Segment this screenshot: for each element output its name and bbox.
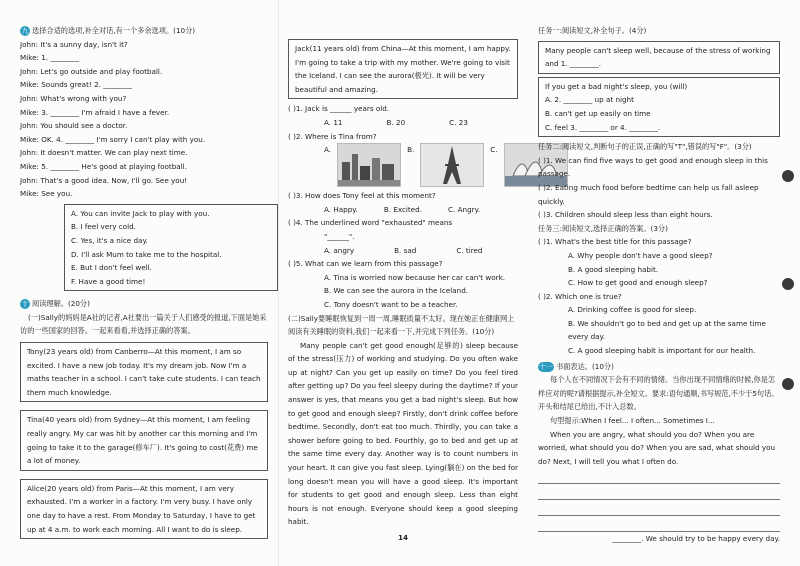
option-item: E. But I don't feel well. <box>71 263 152 273</box>
binding-hole-1 <box>782 170 794 182</box>
tina-box: Tina(40 years old) from Sydney—At this moment, I am feeling really angry. My car was hit by another car this morning and I'm going to take it to the garage(修车厂). It's going to cost(花费) me a lot of money. <box>20 410 268 470</box>
dialogue-line: Mike: 1. ________ <box>20 53 80 63</box>
sleep-passage: Many people can't get good enough(足够的) sleep because of the stress(压力) of working and studying. Do you often wake up at night? Can you get up easily on time? Do you feel tired after getting up? Do you feel sleepy during the daytime? If your answer is yes, that means you get a bad night's sleep. But how to get good and enough sleep? Firstly, don't drink coffee before bedtime. Secondly, don't eat too much. Thirdly, you can take a shower before going to bed. Fourthly, go to bed and get up at the same time every day. Another way is to count numbers in your heart. It can give you fast sleep. Lying(躺在) on the bed for long doesn't mean you will have a good sleep. It's important for students to get good and enough sleep. Less than eight hours is not enough. Everyone should keep a good sleeping habit. <box>288 340 518 527</box>
question-5: ( )5. What can we learn from this passage? <box>288 259 443 269</box>
task-1-box-2: If you get a bad night's sleep, you (will) A. 2. ________ up at night B. can't get up easily on time C. feel 3. ________ or 4. ________. <box>538 77 780 137</box>
binding-hole-2 <box>782 278 794 290</box>
option-item: B. I feel very cold. <box>71 222 136 232</box>
task-3-q1-c: C. How to get good and enough sleep? <box>568 278 708 288</box>
section-11-badge: 十一 <box>539 362 553 371</box>
task-1-box-1: Many people can't sleep well, because of the stress of working and 1. ________. <box>538 41 780 74</box>
task-2-item-2: ( )2. Eating much food before bedtime can help us fall asleep quickly. <box>538 182 759 206</box>
answer-line-1[interactable] <box>538 468 780 484</box>
alice-box: Alice(20 years old) from Paris—At this moment, I am very exhausted. I'm a worker in a factory. I'm very busy. I have only one day to have a rest. From Monday to Saturday, I have to get up at 4 a.m. to work each morning. All I want to do is sleep. <box>20 479 268 539</box>
city-skyline-image <box>337 143 401 187</box>
column-divider <box>278 0 279 566</box>
task-3-q1-a: A. Why people don't have a good sleep? <box>568 250 713 260</box>
jack-box: Jack(11 years old) from China—At this moment, I am happy. I'm going to take a trip with my mother. We're going to visit the Iceland. I can see the aurora(极光). It will be very beautiful and amazing. <box>288 39 518 99</box>
task-2-item-1: ( )1. We can find five ways to get good and enough sleep in this passage. <box>538 155 768 179</box>
answer-line-4[interactable] <box>538 516 780 532</box>
question-1: ( )1. Jack is ______ years old. <box>288 104 390 114</box>
task-3-q1-b: B. A good sleeping habit. <box>568 264 659 274</box>
dialogue-line: Mike: See you. <box>20 189 73 199</box>
question-3: ( )3. How does Tony feel at this moment? <box>288 191 436 201</box>
section-11-heading: 十一 书面表达。(10分) <box>539 361 614 371</box>
column-middle <box>288 36 518 545</box>
options-list <box>71 207 271 289</box>
task-3-title: 任务三:阅读短文,选择正确的答案。(3分) <box>538 223 668 233</box>
task-2-title: 任务二:阅读短文,判断句子的正误,正确的写"T",错误的写"F"。(3分) <box>538 142 752 152</box>
answer-line-3[interactable] <box>538 500 780 516</box>
eiffel-tower-image <box>420 143 484 187</box>
task-3-q2-b: B. We shouldn't go to bed and get up at the same time every day. <box>568 318 766 342</box>
task-3-q1: ( )1. What's the best title for this passage? <box>538 237 692 247</box>
options-box <box>64 204 278 292</box>
writing-end: ________. We should try to be happy every day. <box>612 534 780 544</box>
tony-box: Tony(23 years old) from Canberro—At this moment, I am so excited. I have a new job today. It's my dream job. Now I'm a maths teacher in a school. I can't take cute students. I can teach them much knowledge. <box>20 342 268 402</box>
section-9-heading: 九 选择合适的选项,补全对话,有一个多余选项。(10分) <box>21 26 196 35</box>
dialogue-line: Mike: 3. ________ I'm afraid I have a fever. <box>20 107 170 117</box>
section-9-badge: 九 <box>21 27 29 35</box>
question-2: ( )2. Where is Tina from? <box>288 131 377 141</box>
task-2-item-3: ( )3. Children should sleep less than eight hours. <box>538 210 713 220</box>
q5-option-a: A. Tina is worried now because her car can't work. <box>324 272 506 282</box>
task-3-q2-a: A. Drinking coffee is good for sleep. <box>568 305 697 315</box>
dialogue-line: Mike: OK. 4. ________ I'm sorry I can't play with you. <box>20 134 206 144</box>
dialogue-line: John: Let's go outside and play football. <box>20 66 163 76</box>
column-right <box>538 24 780 546</box>
dialogue-line: John: You should see a doctor. <box>20 121 128 131</box>
part-2-intro: (二)Sally要睡眠恢复到一周一周,睡眠质量不太好。现在她正在健康网上阅读有关睡眠的资料,我们一起来看一下,并完成下列任务。(10分) <box>288 313 515 337</box>
sentence-hint: 句型提示:When I feel... I often... Sometimes I... <box>550 416 715 426</box>
page-number: 14 <box>397 533 408 542</box>
dialogue-line: Mike: 5. ________ He's good at playing football. <box>20 161 187 171</box>
q5-option-b: B. We can see the aurora in the Iceland. <box>324 286 469 296</box>
option-item: D. I'll ask Mum to take me to the hospital. <box>71 249 222 259</box>
binding-hole-3 <box>782 378 794 390</box>
task-3-q2: ( )2. Which one is true? <box>538 291 622 301</box>
option-item: C. Yes, it's a nice day. <box>71 235 148 245</box>
task-1-title: 任务一:阅读短文,补全句子。(4分) <box>538 26 647 35</box>
q5-option-c: C. Tony doesn't want to be a teacher. <box>324 299 458 309</box>
q2-options: A. B. C. <box>288 143 518 189</box>
reading-intro: (一)Sally的妈妈是A社的记者,A社要出一篇关于人们感受的报道,下面是她采访的一些国家的回答。一起来看看,并选择正确的答案。 <box>20 312 267 336</box>
writing-instructions: 每个人在不同情况下会有不同的情绪。当你出现不同情绪的时候,你是怎样应对的呢?请根据提示,补全短文。要求:语句通顺,书写规范,不少于5句话。开头和结尾已给出,不计入总数。 <box>538 375 779 412</box>
dialogue-line: John: That's a good idea. Now, I'll go. See you! <box>20 175 188 185</box>
dialogue-line: John: It doesn't matter. We can play next time. <box>20 148 188 158</box>
option-item: F. Have a good time! <box>71 276 146 286</box>
dialogue-line: John: It's a sunny day, isn't it? <box>20 39 128 49</box>
writing-start: When you are angry, what should you do? When you are worried, what should you do? When you are sad, what should you do? Next, I will tell you what I often do. <box>538 429 776 466</box>
column-left <box>20 24 268 542</box>
q3-options: A. Happy. B. Excited. C. Angry. <box>324 204 481 214</box>
dialogue-line: John: What's wrong with you? <box>20 93 127 103</box>
task-3-q2-c: C. A good sleeping habit is important for our health. <box>568 346 756 356</box>
dialogue-line: Mike: Sounds great! 2. ________ <box>20 80 132 90</box>
q4-options: A. angry B. sad C. tired <box>324 245 483 255</box>
dialogue <box>20 38 268 201</box>
answer-line-2[interactable] <box>538 484 780 500</box>
question-4-cont: "______". <box>324 231 355 241</box>
question-4: ( )4. The underlined word "exhausted" means <box>288 218 453 228</box>
section-10-badge: 十 <box>21 300 29 309</box>
option-item: A. You can invite Jack to play with you. <box>71 208 210 218</box>
q1-options: A. 11 B. 20 C. 23 <box>324 117 468 127</box>
section-10-heading: 十 阅读理解。(20分) <box>21 299 90 309</box>
